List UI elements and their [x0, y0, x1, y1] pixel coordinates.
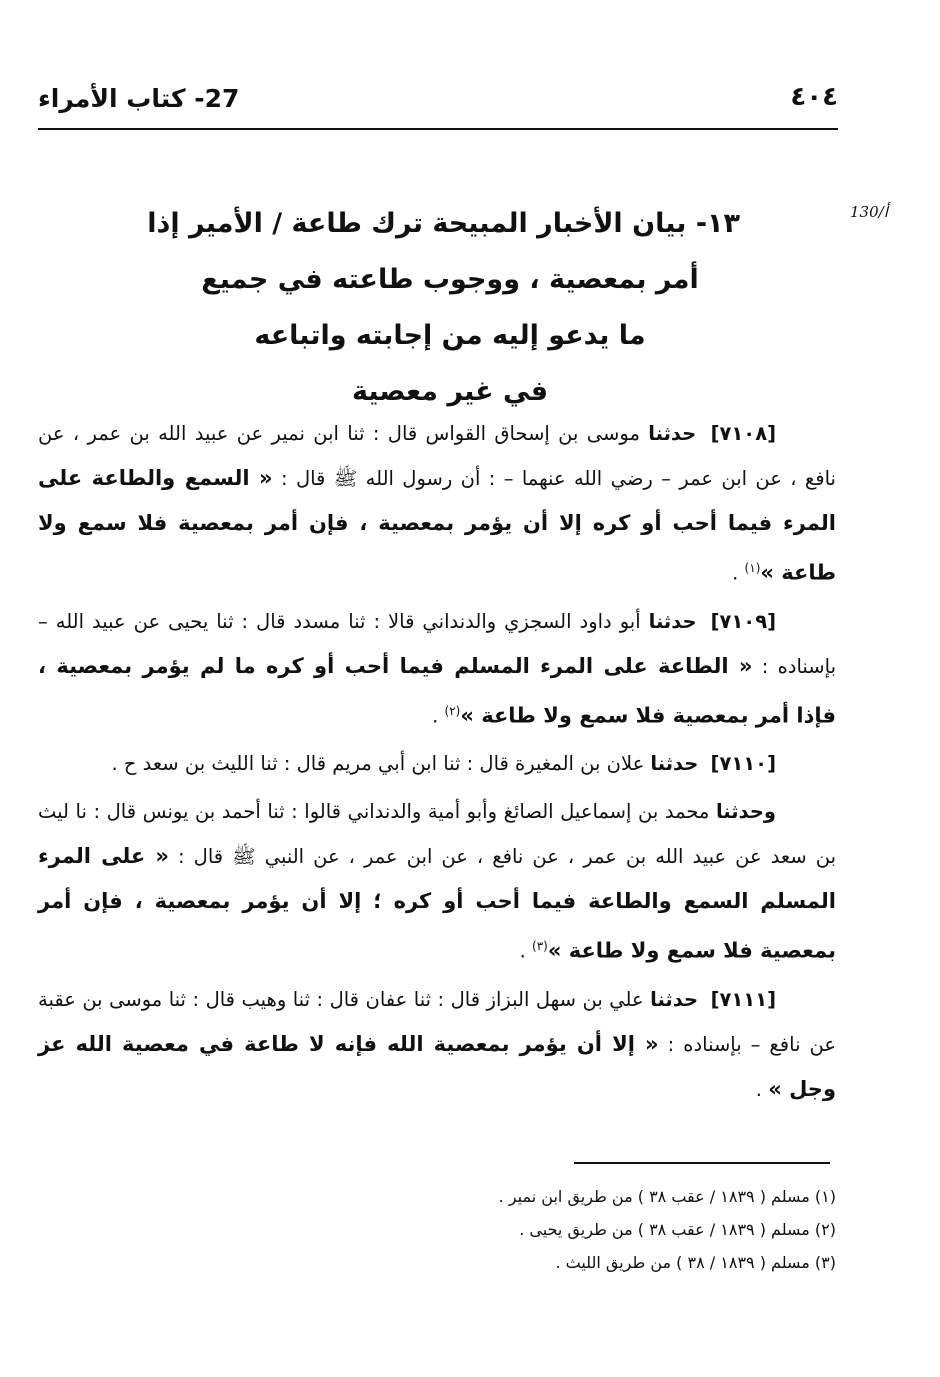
header-rule — [38, 128, 838, 130]
hadith-number: [٧١٠٨] — [710, 422, 777, 445]
isnad: أبو داود السجزي والدنداني قالا : ثنا مسدد قال : ثنا يحيى عن عبيد الله – بإسناده : — [38, 609, 837, 678]
hadith-7109 — [38, 600, 836, 739]
hadith-7108 — [38, 412, 836, 596]
footnote: (١) مسلم ( ١٨٣٩ / عقب ٣٨ ) من طريق ابن نمير . — [498, 1187, 836, 1206]
footnotes — [320, 1180, 836, 1279]
isnad: علان بن المغيرة قال : ثنا ابن أبي مريم قال : ثنا الليث بن سعد ح . — [111, 752, 645, 775]
narration-lead: وحدثنا — [715, 800, 776, 823]
sentence-end: . — [732, 561, 739, 585]
hadith-7111 — [38, 978, 836, 1112]
chapter-heading — [147, 196, 740, 420]
footnote-ref: (٢) — [444, 703, 461, 718]
footnote: (٢) مسلم ( ١٨٣٩ / عقب ٣٨ ) من طريق يحيى . — [519, 1220, 836, 1239]
matn: « الطاعة على المرء المسلم فيما أحب أو كره ما لم يؤمر بمعصية ، فإذا أمر بمعصية فلا سمع ولا طاعة » — [38, 653, 836, 727]
narration-lead: حدثنا — [648, 609, 697, 633]
matn: « إلا أن يؤمر بمعصية الله فإنه لا طاعة في معصية الله عز وجل » — [38, 1031, 836, 1101]
running-header — [38, 78, 838, 122]
footnote-ref: (١) — [744, 561, 761, 575]
manuscript-folio-note: 130/أ — [850, 203, 888, 221]
hadith-number: [٧١١٠] — [710, 752, 776, 775]
matn: « على المرء المسلم السمع والطاعة فيما أحب أو كره ؛ إلا أن يؤمر بمعصية ، فإن أمر بمعصية فلا سمع ولا طاعة » — [38, 844, 836, 963]
footnote-ref: (٣) — [532, 939, 548, 953]
sentence-end: . — [755, 1077, 762, 1101]
chapter-heading-line: ١٣- بيان الأخبار المبيحة ترك طاعة / الأمير إذا — [147, 208, 740, 239]
hadith-number: [٧١٠٩] — [710, 609, 777, 633]
sentence-end: . — [432, 704, 439, 727]
matn: « السمع والطاعة على المرء فيما أحب أو كره إلا أن يؤمر بمعصية ، فإن أمر بمعصية فلا سمع ولا طاعة » — [38, 466, 836, 585]
hadith-7110-second-chain — [38, 790, 836, 974]
narration-lead: حدثنا — [648, 422, 697, 445]
isnad: محمد بن إسماعيل الصائغ وأبو أمية والدنداني قالوا : ثنا أحمد بن يونس قال : نا ليث بن سعد عن عبيد الله بن عمر ، عن نافع ، عن ابن عمر ، عن النبي ﷺ قال : — [38, 800, 836, 868]
sentence-end: . — [519, 939, 526, 963]
hadith-text-body — [38, 412, 836, 1116]
hadith-number: [٧١١١] — [710, 987, 777, 1011]
page-number: ٤٠٤ — [790, 82, 838, 112]
isnad: موسى بن إسحاق القواس قال : ثنا ابن نمير عن عبيد الله بن عمر ، عن نافع ، عن ابن عمر – رضي الله عنهما – : أن رسول الله ﷺ قال : — [38, 422, 836, 490]
book-title: 27- كتاب الأمراء — [38, 84, 240, 113]
narration-lead: حدثنا — [650, 987, 699, 1011]
narration-lead: حدثنا — [650, 752, 699, 775]
chapter-heading-line: أمر بمعصية ، ووجوب طاعته في جميع — [201, 264, 699, 295]
chapter-heading-line: ما يدعو إليه من إجابته واتباعه — [254, 320, 646, 351]
isnad: علي بن سهل البزاز قال : ثنا عفان قال : ثنا وهيب قال : ثنا موسى بن عقبة عن نافع – بإسناده : — [38, 987, 836, 1056]
footnote: (٣) مسلم ( ١٨٣٩ / ٣٨ ) من طريق الليث . — [555, 1253, 836, 1272]
chapter-heading-line: في غير معصية — [351, 376, 548, 407]
footnote-separator — [574, 1162, 830, 1164]
hadith-7110 — [38, 742, 836, 786]
